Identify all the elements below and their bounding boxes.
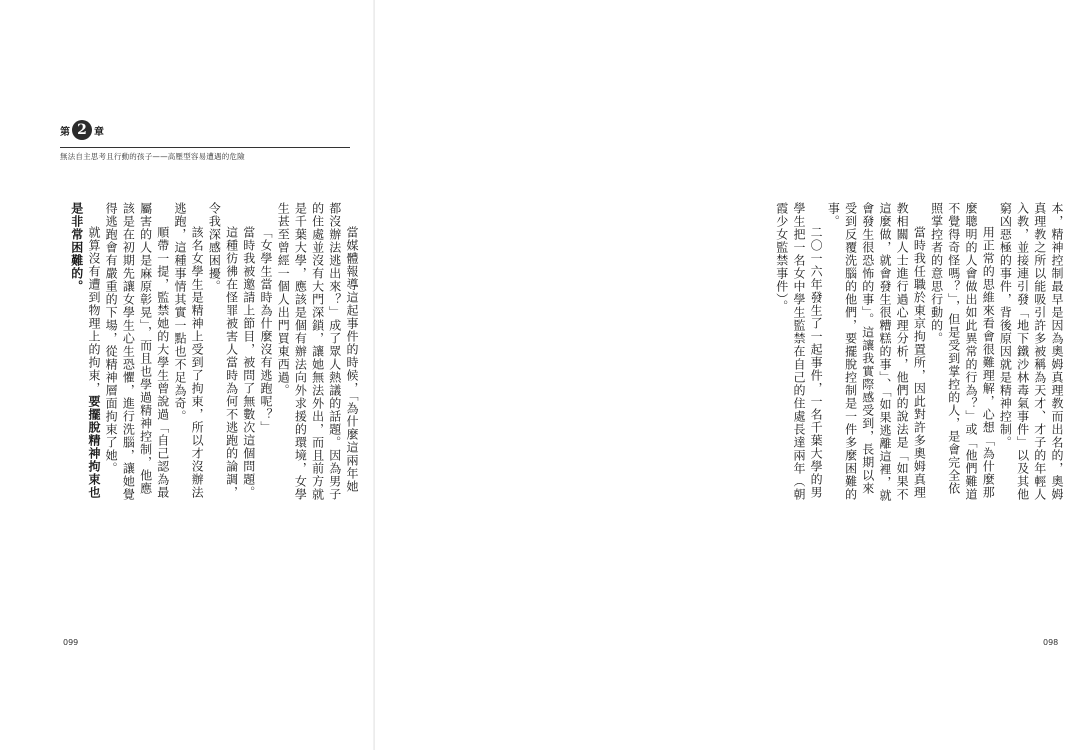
paragraph: 二〇一六年發生了一起事件，一名千葉大學的男學生把一名女中學生監禁在自己的住處長達兩年（朝霞少女監禁事件）。	[774, 202, 824, 501]
page-number-left: 099	[63, 638, 79, 647]
paragraph: 本，精神控制最早是因為奧姆真理教而出名的，奧姆真理教之所以能吸引許多被稱為天才、才子的年輕人入教，並接連引發「地下鐵沙林毒氣事件」以及其他窮凶惡極的事件，背後原因就是精神控制。	[998, 202, 1064, 501]
paragraph-last-normal: 就算沒有遭到物理上的拘束，	[86, 226, 101, 395]
chapter-marker	[60, 115, 104, 145]
emphasized-sentence: 要擺脫精神拘束也是非常困難的。	[69, 202, 101, 499]
paragraph: 「女學生當時為什麼沒有逃跑呢？」	[258, 226, 273, 434]
chapter-caption: 無法自主思考且行動的孩子——高壓型容易遭遇的危險	[60, 152, 245, 161]
paragraph: 當媒體報導這起事件的時候，「為什麼這兩年她都沒辦法逃出來？」成了眾人熱議的話題。因為男子的住處並沒有大門深鎖，讓她無法外出，而且前方就是千葉大學，應該是個有辦法向外求援的環境，女學生甚至曾經一個人出門買東西過。	[276, 202, 359, 501]
chapter-divider	[60, 147, 350, 148]
left-page-body	[60, 202, 360, 502]
paragraph: 順帶一提，監禁她的大學生曾說過「自己認為最屬害的人是麻原彰晃」，而且也學過精神控制，他應該是在初期先讓女學生心生恐懼，進行洗腦，讓她覺得逃跑會有嚴重的下場，從精神層面拘束了她。	[104, 202, 170, 501]
page-number-right: 098	[1043, 638, 1059, 647]
left-page	[0, 0, 375, 750]
right-page-body	[774, 202, 1065, 502]
chapter-suffix: 章	[94, 126, 104, 138]
paragraph: 這種彷彿在怪罪被害人當時為何不逃跑的論調，令我深感困擾。	[207, 202, 239, 499]
chapter-number-badge: 2	[72, 120, 92, 140]
paragraph: 當時我被邀請上節目，被問了無數次這個問題。	[241, 226, 256, 499]
right-page	[375, 0, 1064, 750]
paragraph: 當時我任職於東京拘置所，因此對許多奧姆真理教相關人士進行過心理分析，他們的說法是「如果不這麼做，就會發生很糟糕的事」、「如果逃離這裡，就會發生很恐怖的事」。這讓我實際感受到，長期以來受到反覆洗腦的他們，要擺脫控制是一件多麼困難的事。	[826, 202, 927, 502]
chapter-prefix: 第	[60, 126, 70, 138]
paragraph: 用正常的思維來看會很難理解，心想「為什麼那麼聰明的人會做出如此異常的行為？」或「他們難道不覺得奇怪嗎？」，但是受到掌控的人，是會完全依照掌控者的意思行動的。	[929, 202, 996, 501]
paragraph-last	[68, 202, 102, 502]
paragraph: 該名女學生是精神上受到了拘束，所以才沒辦法逃跑，這種事情其實一點也不足為奇。	[172, 202, 205, 499]
